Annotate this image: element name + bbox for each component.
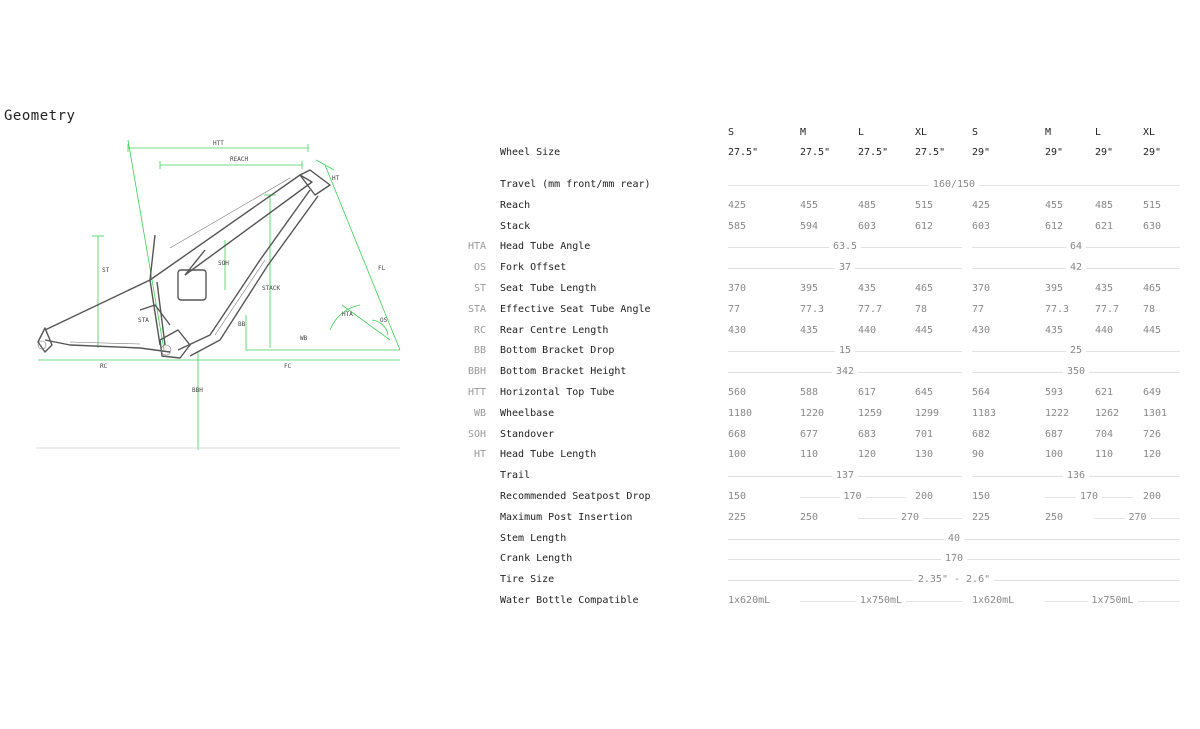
label-bb: BB [238,321,246,328]
row-label: Head Tube Length [500,449,597,460]
table-cell: 621 [1095,221,1114,232]
table-cell: 445 [1143,325,1162,336]
table-cell: 465 [915,283,934,294]
table-cell: 225 [728,512,747,523]
table-cell: 515 [1143,200,1162,211]
row-abbreviation: STA [467,304,486,315]
row-label: Tire Size [500,574,555,585]
table-cell: 100 [728,449,747,460]
spanned-cell [1095,512,1180,524]
row-label: Maximum Post Insertion [500,512,633,523]
row-label: Reach [500,200,531,211]
table-cell: 200 [915,491,934,502]
wheel-size-value: 29" [1095,147,1114,158]
row-abbreviation: HT [473,449,486,460]
table-cell: 687 [1045,429,1064,440]
size-header: S [972,127,979,138]
row-label: Head Tube Angle [500,241,591,252]
wheel-size-value: 27.5" [728,147,759,158]
table-cell: 1259 [858,408,883,419]
table-cell: 120 [1143,449,1162,460]
table-cell: 77.7 [1095,304,1120,315]
spanned-cell [728,533,1180,545]
table-cell: 594 [800,221,819,232]
frame-outline [38,170,330,358]
size-header: M [800,127,807,138]
table-cell: 612 [1045,221,1064,232]
row-abbreviation: SOH [467,429,486,440]
table-cell: 445 [915,325,934,336]
dimension-lines [38,140,400,450]
spanned-cell [728,179,1180,191]
table-cell: 1180 [728,408,753,419]
table-cell: 342 [832,366,858,378]
table-cell: 90 [972,449,985,460]
table-cell: 63.5 [829,241,861,253]
wheel-size-value: 27.5" [800,147,831,158]
spanned-cell [728,366,962,378]
table-cell: 593 [1045,387,1064,398]
table-cell: 40 [944,533,964,545]
table-cell: 2.35" - 2.6" [914,574,994,586]
row-abbreviation: BBH [467,366,486,377]
geometry-table [450,0,1190,729]
table-cell: 677 [800,429,819,440]
table-cell: 682 [972,429,991,440]
label-stack: STACK [262,285,281,292]
table-cell: 1301 [1143,408,1168,419]
table-cell: 250 [1045,512,1064,523]
table-cell: 1x750mL [1087,595,1137,607]
table-cell: 617 [858,387,877,398]
table-cell: 170 [941,553,967,565]
label-hta: HTA [342,311,353,318]
row-label: Rear Centre Length [500,325,609,336]
size-header: XL [1143,127,1156,138]
wheel-size-value: 29" [1143,147,1162,158]
row-label: Seat Tube Length [500,283,597,294]
table-cell: 704 [1095,429,1114,440]
table-cell: 120 [858,449,877,460]
table-cell: 465 [1143,283,1162,294]
row-label: Wheel Size [500,147,561,158]
table-cell: 1222 [1045,408,1070,419]
table-cell: 455 [1045,200,1064,211]
table-cell: 130 [915,449,934,460]
table-cell: 150 [972,491,991,502]
table-cell: 137 [832,470,858,482]
table-cell: 77 [728,304,741,315]
spanned-cell [858,512,962,524]
spanned-cell [972,366,1180,378]
table-cell: 1x620mL [728,595,771,606]
table-cell: 515 [915,200,934,211]
table-cell: 100 [1045,449,1064,460]
size-header: L [858,127,865,138]
table-cell: 270 [1124,512,1150,524]
table-cell: 603 [972,221,991,232]
table-cell: 200 [1143,491,1162,502]
table-cell: 683 [858,429,877,440]
table-cell: 77.7 [858,304,883,315]
label-wb: WB [300,335,308,342]
size-header: S [728,127,735,138]
spanned-cell [800,595,962,607]
spanned-cell [728,262,962,274]
row-abbreviation: BB [473,345,486,356]
table-cell: 170 [1076,491,1102,503]
row-abbreviation: HTA [467,241,486,252]
table-cell: 564 [972,387,991,398]
spanned-cell [972,241,1180,253]
row-abbreviation: ST [473,283,486,294]
table-cell: 160/150 [929,179,979,191]
table-cell: 435 [1045,325,1064,336]
row-label: Standover [500,429,555,440]
wheel-size-value: 27.5" [858,147,889,158]
table-cell: 440 [1095,325,1114,336]
size-header: M [1045,127,1052,138]
table-cell: 136 [1063,470,1089,482]
spanned-cell [972,345,1180,357]
row-label: Stack [500,221,531,232]
spanned-cell [800,491,905,503]
table-cell: 1220 [800,408,825,419]
row-abbreviation: WB [473,408,486,419]
table-cell: 64 [1066,241,1086,253]
table-cell: 225 [972,512,991,523]
table-cell: 270 [897,512,923,524]
table-cell: 110 [1095,449,1114,460]
table-cell: 78 [1143,304,1156,315]
table-cell: 77.3 [800,304,825,315]
table-cell: 440 [858,325,877,336]
label-reach: REACH [230,156,249,163]
label-bbh: BBH [192,387,203,394]
table-cell: 649 [1143,387,1162,398]
size-header: XL [915,127,928,138]
row-label: Bottom Bracket Drop [500,345,615,356]
table-cell: 430 [972,325,991,336]
table-cell: 435 [800,325,819,336]
table-cell: 668 [728,429,747,440]
table-cell: 425 [728,200,747,211]
table-cell: 726 [1143,429,1162,440]
row-label: Horizontal Top Tube [500,387,615,398]
table-cell: 455 [800,200,819,211]
row-label: Bottom Bracket Height [500,366,627,377]
row-abbreviation: RC [473,325,486,336]
row-label: Wheelbase [500,408,555,419]
table-cell: 42 [1066,262,1086,274]
label-os: OS [380,317,388,324]
table-cell: 425 [972,200,991,211]
table-cell: 395 [800,283,819,294]
table-cell: 621 [1095,387,1114,398]
table-cell: 1183 [972,408,997,419]
table-cell: 25 [1066,345,1086,357]
table-cell: 645 [915,387,934,398]
table-cell: 435 [1095,283,1114,294]
table-cell: 78 [915,304,928,315]
table-cell: 435 [858,283,877,294]
table-cell: 630 [1143,221,1162,232]
table-cell: 560 [728,387,747,398]
table-cell: 150 [728,491,747,502]
wheel-size-value: 29" [1045,147,1064,158]
row-label: Effective Seat Tube Angle [500,304,651,315]
table-cell: 701 [915,429,934,440]
spanned-cell [972,470,1180,482]
table-cell: 1x620mL [972,595,1015,606]
table-cell: 15 [835,345,855,357]
table-cell: 170 [839,491,865,503]
label-soh: SOH [218,260,229,267]
table-cell: 395 [1045,283,1064,294]
table-cell: 350 [1063,366,1089,378]
row-label: Trail [500,470,531,481]
table-cell: 485 [1095,200,1114,211]
table-cell: 430 [728,325,747,336]
row-label: Fork Offset [500,262,567,273]
label-rc: RC [100,363,108,370]
row-label: Stem Length [500,533,567,544]
table-cell: 1262 [1095,408,1120,419]
spanned-cell [728,553,1180,565]
page-title: Geometry [4,108,76,124]
label-fc: FC [284,363,292,370]
table-cell: 1299 [915,408,940,419]
row-label: Recommended Seatpost Drop [500,491,651,502]
row-label: Travel (mm front/mm rear) [500,179,651,190]
table-cell: 110 [800,449,819,460]
row-label: Water Bottle Compatible [500,595,639,606]
table-cell: 603 [858,221,877,232]
table-cell: 612 [915,221,934,232]
table-cell: 250 [800,512,819,523]
table-cell: 37 [835,262,855,274]
table-cell: 585 [728,221,747,232]
spanned-cell [728,470,962,482]
table-cell: 77.3 [1045,304,1070,315]
table-cell: 588 [800,387,819,398]
spanned-cell [728,574,1180,586]
size-header: L [1095,127,1102,138]
table-cell: 1x750mL [856,595,906,607]
wheel-size-value: 27.5" [915,147,946,158]
spanned-cell [728,345,962,357]
row-abbreviation: OS [473,262,486,273]
label-sta: STA [138,317,149,324]
wheel-size-value: 29" [972,147,991,158]
table-cell: 370 [972,283,991,294]
spanned-cell [728,241,962,253]
label-fl: FL [378,265,386,272]
label-st: ST [102,267,110,274]
row-label: Crank Length [500,553,573,564]
label-htt: HTT [213,140,224,147]
row-abbreviation: HTT [467,387,486,398]
table-cell: 485 [858,200,877,211]
spanned-cell [1045,491,1133,503]
label-ht: HT [332,175,340,182]
table-cell: 370 [728,283,747,294]
spanned-cell [972,262,1180,274]
spanned-cell [1045,595,1180,607]
table-cell: 77 [972,304,985,315]
frame-details [38,178,290,355]
geometry-diagram [0,130,420,460]
